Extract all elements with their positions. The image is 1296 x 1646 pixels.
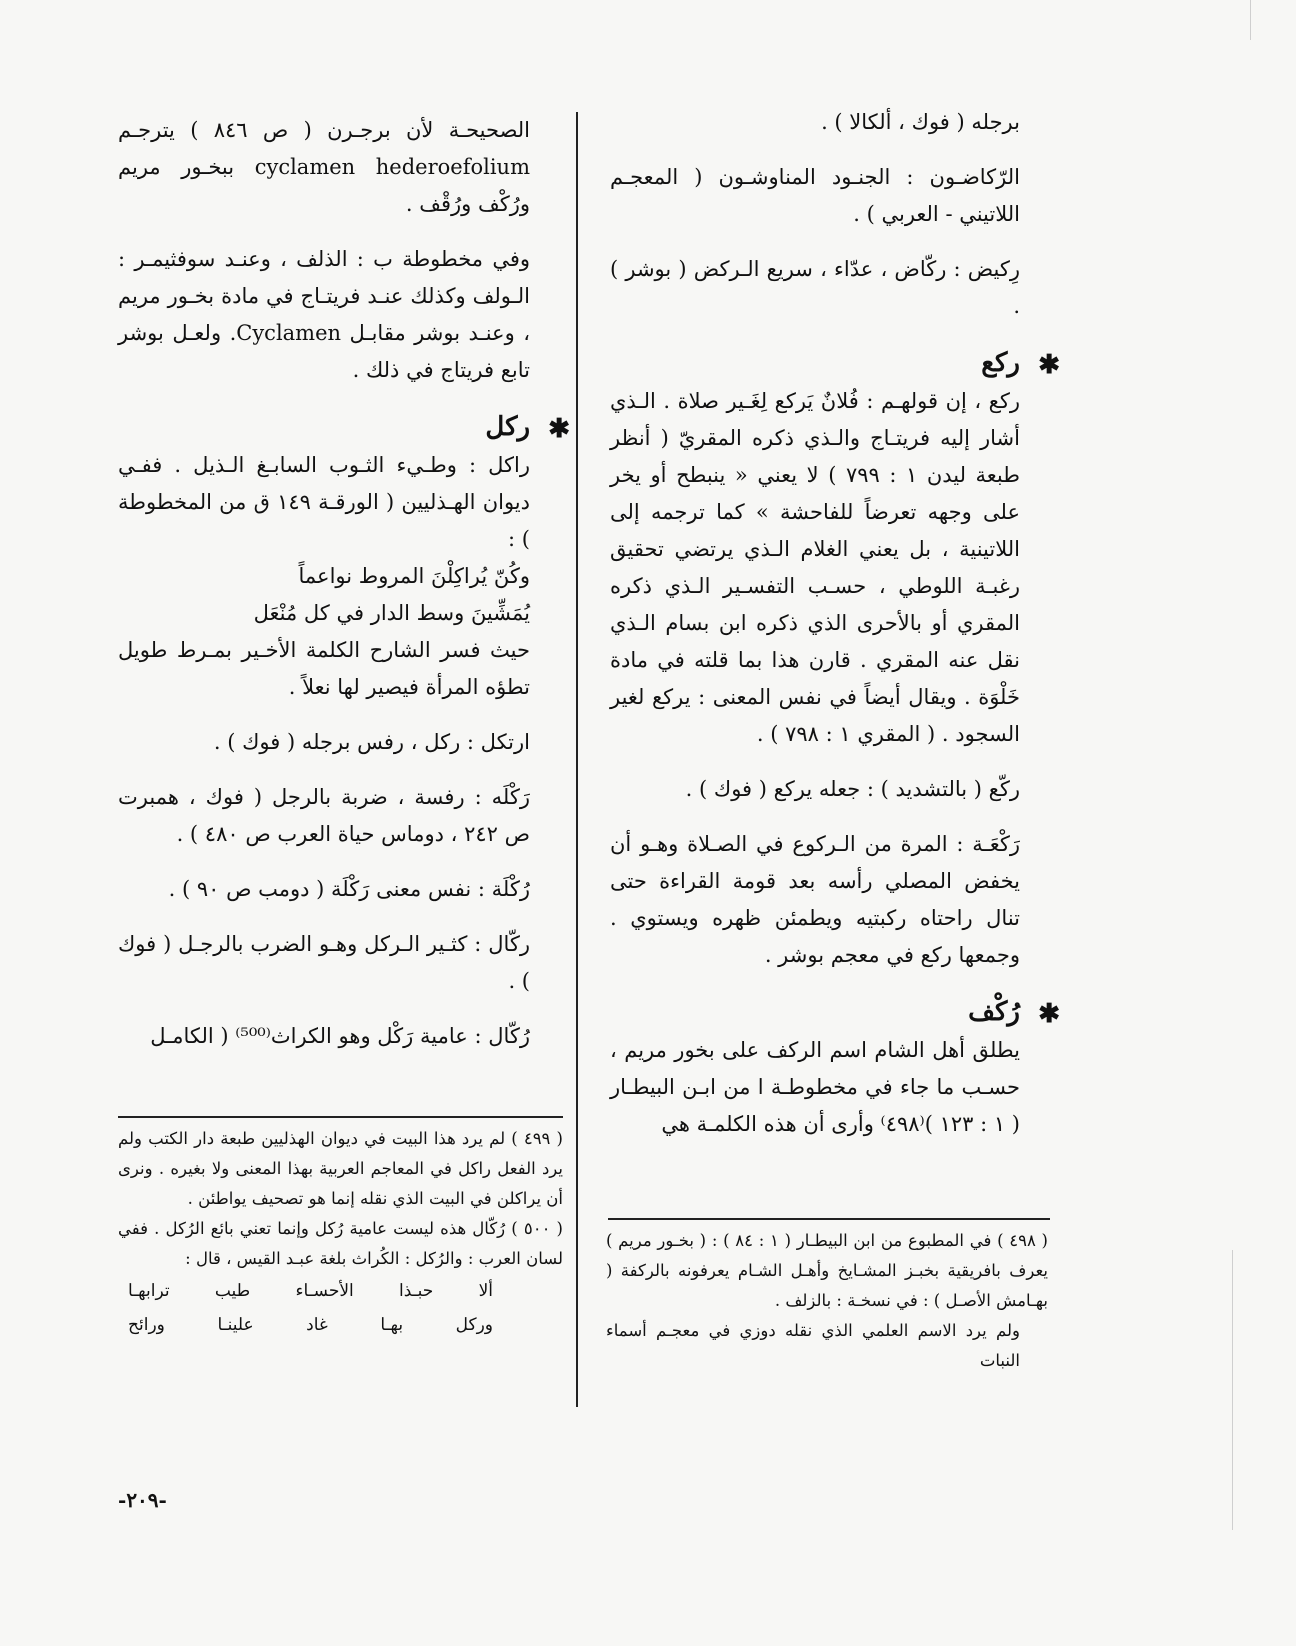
paragraph: رُكّال : عامية رَكْل وهو الكراث⁽⁵⁰⁰⁾ ( الكامـل — [150, 1024, 530, 1048]
verse-word: طيب — [214, 1281, 251, 1301]
entry-heading — [118, 407, 570, 447]
scan-edge-mark — [1250, 0, 1251, 40]
scan-edge-mark — [1232, 1250, 1233, 1530]
entry-heading-label: رُكْف — [968, 997, 1020, 1027]
paragraph: ركّال : كثـير الـركل وهـو الضرب بالرجـل ( فوك ) . — [118, 932, 530, 993]
footnotes-left — [118, 1124, 563, 1342]
paragraph: ركّع ( بالتشديد ) : جعله يركع ( فوك ) . — [685, 777, 1020, 801]
verse-word: الأحسـاء — [295, 1281, 354, 1301]
poetry-line: وكُنّ يُراكِلْنَ المروط نواعماً — [298, 564, 530, 588]
asterisk-marker: ✱ — [1038, 999, 1060, 1029]
verse-word: علينـا — [217, 1315, 254, 1335]
footnote: ( ٤٩٩ ) لم يرد هذا البيت في ديوان الهذليين طبعة دار الكتب ولم يرد الفعل راكل في المعاجم العربية بهذا المعنى ولا بغيره . ونرى أن يراكلن في البيت الذي نقله إنما هو تصحيف يواطئن . — [118, 1129, 563, 1208]
right-column — [610, 104, 1060, 1143]
paragraph: رُكْلَة : نفس معنى رَكْلَة ( دومب ص ٩٠ ) . — [168, 877, 530, 901]
asterisk-marker: ✱ — [1038, 350, 1060, 380]
paragraph: ركع ، إن قولهـم : فُلانٌ يَركع لِغَـير صلاة . الـذي أشار إليه فريتـاج والـذي ذكره المقريّ ( أنظر طبعة ليدن ١ : ٧٩٩ ) لا يعني « ينبطح أو يخر على وجهه تعرضاً للفاحشة » كما ترجمه إلى اللاتينية ، بل يعني الغلام الـذي يرتضي تحقيق رغبـة اللوطي ، حسـب التفسـير الـذي ذكره المقري أو بالأحرى الذي ذكره ابن بسام الـذي نقل عنه المقري . قارن هذا بما قلته في مادة خَلْوَة . ويقال أيضاً في نفس المعنى : يركع لغير السجود . ( المقري ١ : ٧٩٨ ) . — [610, 389, 1020, 746]
footnote-verse — [118, 1274, 563, 1308]
verse-word: وركل — [455, 1315, 493, 1335]
paragraph: حيث فسر الشارح الكلمة الأخـير بمـرط طويل تطؤه المرأة فيصير لها نعلاً . — [118, 638, 530, 699]
footnote: ( ٥٠٠ ) رُكّال هذه ليست عامية رُكل وإنما تعني بائع الرُكل . ففي لسان العرب : والرُكل : الكُراث بلغة عبـد القيس ، قال : — [118, 1219, 563, 1268]
footnote-rule — [608, 1218, 1050, 1220]
paragraph: الصحيحـة لأن برجـرن ( ص ٨٤٦ ) يترجـم cyclamen hederoefolium ببخـور مريم ورُكْف ورُقْف . — [118, 118, 531, 216]
paragraph: رِكيض : ركّاض ، عدّاء ، سريع الـركض ( بوشر ) . — [610, 257, 1020, 318]
verse-word: بهـا — [380, 1315, 404, 1335]
verse-word: ألا — [478, 1281, 493, 1301]
paragraph: ارتكل : ركل ، رفس برجله ( فوك ) . — [213, 730, 530, 754]
paragraph: يطلق أهل الشام اسم الركف على بخور مريم ، حسـب ما جاء في مخطوطـة ا من ابـن البيطـار ( ١ : ١٢٣ )⁽٤٩٨⁾ وأرى أن هذه الكلمـة هي — [610, 1038, 1020, 1136]
footnote-verse — [118, 1308, 563, 1342]
paragraph: برجله ( فوك ، ألكالا ) . — [821, 110, 1020, 134]
entry-heading — [610, 992, 1060, 1032]
entry-heading-label: ركل — [485, 412, 530, 442]
verse-word: ورائح — [128, 1315, 165, 1335]
entry-heading — [610, 343, 1060, 383]
asterisk-marker: ✱ — [548, 414, 570, 444]
verse-word: ترابهـا — [128, 1281, 170, 1301]
paragraph: وفي مخطوطة ب : الذلف ، وعنـد سوفثيمـر : الـولف وكذلك عنـد فريتـاج في مادة بخـور مريم ، وعنـد بوشر مقابـل Cyclamen. ولعـل بوشر تابع فريتاج في ذلك . — [118, 247, 530, 382]
poetry-line: يُمَشِّينَ وسط الدار في كل مُنْعَل — [253, 601, 530, 625]
footnote-rule — [118, 1116, 563, 1118]
paragraph: رَكْعَـة : المرة من الـركوع في الصـلاة وهـو أن يخفض المصلي رأسه بعد قومة القراءة حتى تنال راحتاه ركبتيه ويطمئن ظهره ويستوي . وجمعها ركع في معجم بوشر . — [610, 832, 1020, 967]
paragraph: رَكْلَه : رفسة ، ضربة بالرجل ( فوك ، همبرت ص ٢٤٢ ، دوماس حياة العرب ص ٤٨٠ ) . — [118, 785, 530, 846]
paragraph: راكل : وطـيء الثـوب السابـغ الـذيل . ففـي ديوان الهـذليين ( الورقـة ١٤٩ ق من المخطوطة ) : — [118, 453, 530, 551]
column-divider — [576, 112, 578, 1407]
verse-word: غاد — [306, 1315, 328, 1335]
footnote: ولم يرد الاسم العلمي الذي نقله دوزي في معجـم أسماء النبات — [606, 1321, 1020, 1370]
entry-heading-label: ركع — [981, 348, 1020, 378]
footnotes-right — [606, 1226, 1048, 1376]
page-number: -٢٠٩- — [118, 1488, 167, 1512]
verse-word: حبـذا — [399, 1281, 434, 1301]
footnote: ( ٤٩٨ ) في المطبوع من ابن البيطـار ( ١ : ٨٤ ) : ( بخـور مريم ) يعرف بافريقية بخبـز المشـايخ وأهـل الشـام يعرفونه بالركفة ( بهـامش الأصـل ) : في نسخـة : بالزلف . — [606, 1231, 1048, 1310]
paragraph: الرّكاضـون : الجنـود المناوشـون ( المعجـم اللاتيني - العربي ) . — [610, 165, 1020, 226]
left-column — [118, 112, 570, 1055]
